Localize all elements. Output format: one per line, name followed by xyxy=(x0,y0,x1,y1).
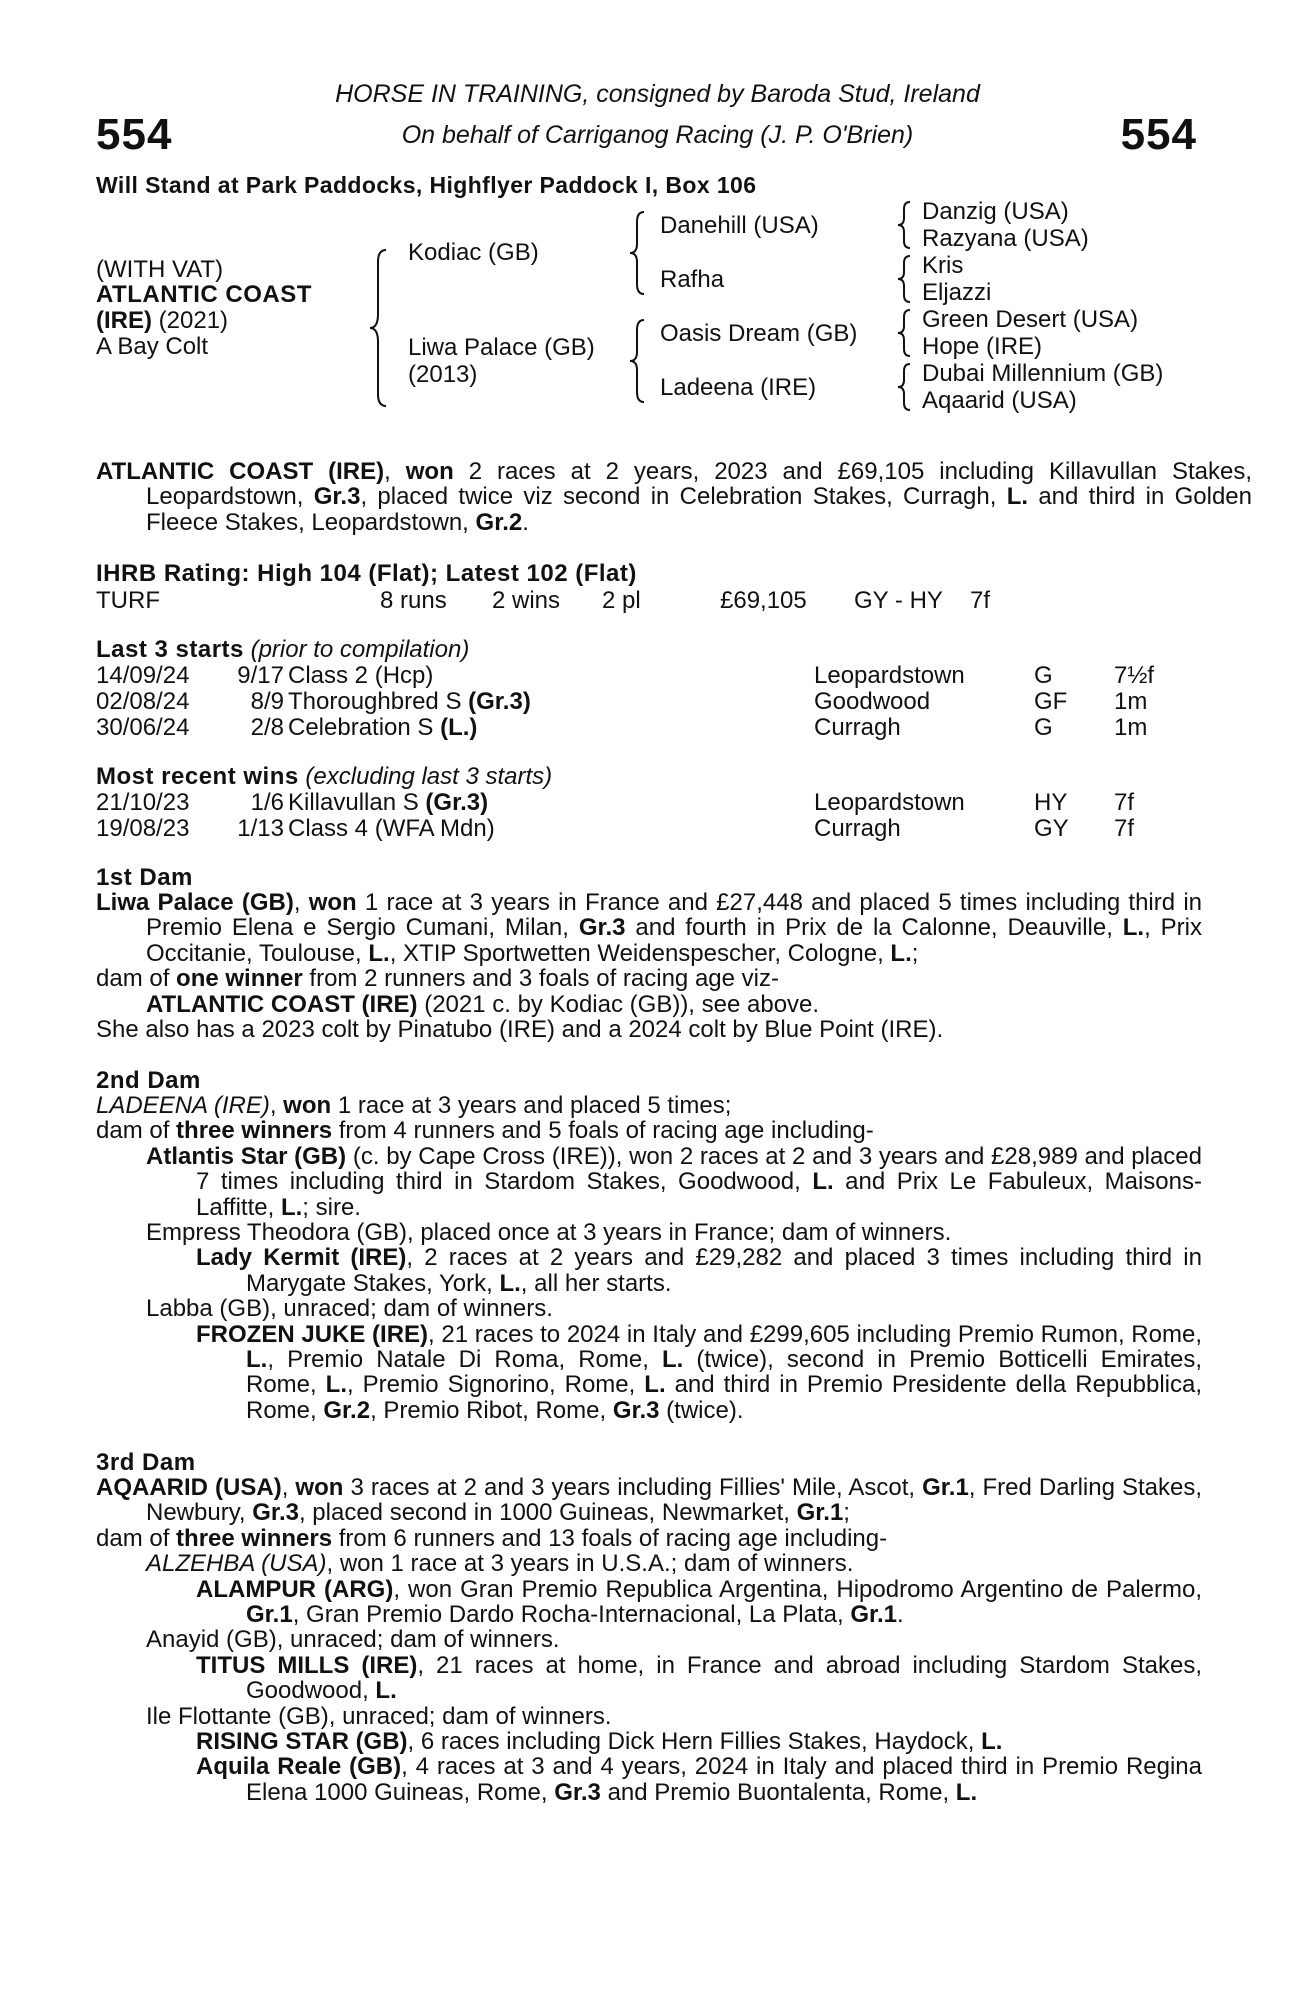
produce-text: . xyxy=(897,1601,904,1629)
pedigree-dam-sire: Oasis Dream (GB) xyxy=(660,320,858,347)
dam-name: LADEENA (IRE) xyxy=(96,1092,270,1119)
turf-record xyxy=(96,587,1202,613)
last3-heading xyxy=(96,636,469,664)
produce-name: Aquila Reale (GB) xyxy=(196,1753,402,1781)
produce-name: Lady Kermit (IRE) xyxy=(196,1244,407,1272)
consignor-line: HORSE IN TRAINING, consigned by Baroda Stud, Ireland xyxy=(335,80,980,108)
agent-line: On behalf of Carriganog Racing (J. P. O'Brien) xyxy=(401,121,914,149)
produce-text: and third in Premio Presidente della Repubblica, Rome, xyxy=(246,1371,1202,1424)
grade-mark: L. xyxy=(375,1677,397,1705)
record-text: , Fred Darling Stakes, Newbury, xyxy=(146,1474,1203,1527)
winner-count: three winners xyxy=(176,1524,333,1552)
row-race xyxy=(288,662,433,690)
grade-mark: L. xyxy=(812,1168,834,1196)
row-going: G xyxy=(1034,662,1053,689)
grade-mark: L. xyxy=(368,939,390,967)
produce-text: , 4 races at 3 and 4 years, 2024 in Italy and placed third in Premio Regina Elena 1000 Guineas, Rome, xyxy=(246,1753,1202,1806)
row-course: Curragh xyxy=(814,815,901,842)
row-race-name: Killavullan S xyxy=(288,789,426,816)
record-text: 1 race at 3 years in France and £27,448 and placed 5 times including third in Premio Elena e Sergio Cumani, Milan, xyxy=(146,889,1202,942)
dam-name: AQAARID (USA) xyxy=(96,1474,282,1501)
third-dam-produce-summary xyxy=(96,1526,1202,1551)
pedigree-g2: Razyana (USA) xyxy=(922,225,1089,252)
first-dam-section xyxy=(96,890,1202,1042)
produce-entry-alzehba xyxy=(146,1551,1202,1576)
row-position: 1/13 xyxy=(237,815,284,842)
last3-title: Last 3 starts xyxy=(96,636,244,663)
produce-entry-rising-star xyxy=(196,1729,1202,1754)
second-dam-title: 2nd Dam xyxy=(96,1067,201,1094)
record-text: 1 race at 3 years and placed 5 times; xyxy=(331,1092,732,1119)
second-dam-race-record: LADEENA (IRE), won 1 race at 3 years and placed 5 times; xyxy=(96,1092,732,1119)
row-going: G xyxy=(1034,714,1053,741)
produce-entry-aquila-reale xyxy=(196,1754,1202,1805)
row-distance: 1m xyxy=(1114,688,1148,715)
grade-mark: L. xyxy=(246,1346,268,1374)
record-text: ; xyxy=(911,939,919,967)
produce-entry-ile-flottante: Ile Flottante (GB), unraced; dam of winners. xyxy=(146,1702,612,1730)
record-text: , Prix Occitanie, Toulouse, xyxy=(146,914,1202,967)
produce-name: FROZEN JUKE (IRE) xyxy=(196,1320,429,1348)
record-text: ; xyxy=(843,1499,850,1527)
row-date: 14/09/24 xyxy=(96,662,190,689)
winner-count: one winner xyxy=(176,965,303,993)
table-row xyxy=(96,815,1202,841)
record-text: and fourth in Prix de la Calonne, Deauville, xyxy=(625,914,1123,942)
grade-mark: L. xyxy=(955,1778,978,1806)
summary-text: 2 races at 2 years, 2023 and £69,105 including Killavullan Stakes, Leopardstown, xyxy=(146,458,1252,511)
produce-text: , Premio Ribot, Rome, xyxy=(370,1396,613,1424)
turf-earnings: £69,105 xyxy=(720,587,807,614)
pedigree-dam-dam: Ladeena (IRE) xyxy=(660,374,817,401)
pedigree-brace-6 xyxy=(896,308,914,358)
row-going: GF xyxy=(1034,688,1068,715)
produce-text: (2021 c. by Kodiac (GB)), see above. xyxy=(417,990,820,1018)
row-course: Curragh xyxy=(814,714,901,741)
stand-location: Will Stand at Park Paddocks, Highflyer Paddock I, Box 106 xyxy=(96,172,757,198)
row-distance: 1m xyxy=(1114,714,1148,741)
summary-text: dam of xyxy=(96,1117,177,1145)
grade-mark: Gr.3 xyxy=(554,1778,601,1806)
first-dam-title: 1st Dam xyxy=(96,864,193,891)
pedigree-g7: Dubai Millennium (GB) xyxy=(922,360,1164,387)
horse-name: ATLANTIC COAST xyxy=(96,281,312,308)
turf-wins: 2 wins xyxy=(492,587,561,614)
horse-origin xyxy=(96,308,228,333)
grade-mark: Gr.2 xyxy=(323,1396,371,1424)
recent-wins-heading xyxy=(96,763,552,791)
first-dam-produce-summary xyxy=(96,966,1202,991)
grade-mark: L. xyxy=(661,1346,684,1374)
produce-text: (c. by Cape Cross (IRE)), won 2 races at 2 and 3 years and £28,989 and placed 7 times including third in Stardom Stakes, Goodwood, xyxy=(196,1142,1202,1196)
row-race: Class 4 (WFA Mdn) xyxy=(288,815,495,842)
record-text: , XTIP Sportwetten Weidenspescher, Cologne, xyxy=(389,939,891,967)
row-date: 19/08/23 xyxy=(96,815,190,842)
produce-text: , Premio Natale Di Roma, Rome, xyxy=(267,1346,662,1374)
produce-entry-anayid: Anayid (GB), unraced; dam of winners. xyxy=(146,1626,560,1654)
summary-text: dam of xyxy=(96,965,177,993)
pedigree-brace-1 xyxy=(368,248,392,408)
produce-entry-frozen-juke xyxy=(196,1322,1202,1424)
pedigree-brace-5 xyxy=(896,254,914,304)
won-label: won xyxy=(283,1092,332,1119)
grade-mark: L. xyxy=(325,1371,347,1399)
horse-country: (IRE) xyxy=(96,307,152,334)
grade-mark: L. xyxy=(1006,483,1029,511)
won-label: won xyxy=(308,889,357,916)
row-race xyxy=(288,714,477,742)
first-dam-race-record: Liwa Palace (GB), won 1 race at 3 years in France and £27,448 and placed 5 times including third in Premio Elena e Sergio Cumani, Milan, Gr.3 and fourth in Prix de la Calonne, Deauville, L., Prix Occitanie, Toulouse, L., XTIP Sportwetten Weidenspescher, Cologne, L.; xyxy=(96,889,1202,967)
pedigree-g5: Green Desert (USA) xyxy=(922,306,1139,333)
grade-mark: Gr.1 xyxy=(246,1601,293,1629)
row-grade: (L.) xyxy=(440,714,478,741)
row-position: 1/6 xyxy=(250,789,284,816)
row-going: GY xyxy=(1034,815,1069,842)
grade-mark: Gr.1 xyxy=(796,1499,844,1527)
produce-text: , all her starts. xyxy=(520,1269,672,1297)
produce-text: , 21 races to 2024 in Italy and £299,605 including Premio Rumon, Rome, xyxy=(428,1320,1202,1348)
pedigree-brace-7 xyxy=(896,362,914,412)
grade-mark: L. xyxy=(981,1728,1003,1756)
second-dam-section xyxy=(96,1093,1202,1423)
summary-text: from 6 runners and 13 foals of racing age including- xyxy=(332,1524,888,1552)
race-summary: ATLANTIC COAST (IRE), won 2 races at 2 years, 2023 and £69,105 including Killavullan Stakes, Leopardstown, Gr.3, placed twice viz second in Celebration Stakes, Curragh, L. and third in Golden Fleece Stakes, Leopardstown, Gr.2. xyxy=(96,458,1252,536)
produce-entry-labba: Labba (GB), unraced; dam of winners. xyxy=(146,1295,553,1323)
summary-text: , placed twice viz second in Celebration Stakes, Curragh, xyxy=(360,483,1007,511)
pedigree-g1: Danzig (USA) xyxy=(922,198,1069,225)
produce-text: , 21 races at home, in France and abroad including Stardom Stakes, Goodwood, xyxy=(246,1651,1202,1705)
grade-mark: Gr.3 xyxy=(252,1499,299,1527)
produce-entry-lady-kermit xyxy=(196,1245,1202,1296)
horse-description: A Bay Colt xyxy=(96,333,209,360)
turf-going: GY - HY xyxy=(854,587,943,614)
grade-mark: Gr.1 xyxy=(922,1474,969,1501)
pedigree-brace-3 xyxy=(628,318,648,404)
rating-title: IHRB Rating: High 104 (Flat); Latest 102 (Flat) xyxy=(96,560,637,587)
row-date: 02/08/24 xyxy=(96,688,190,715)
third-dam-race-record: AQAARID (USA), won 3 races at 2 and 3 years including Fillies' Mile, Ascot, Gr.1, Fred Darling Stakes, Newbury, Gr.3, placed second in 1000 Guineas, Newmarket, Gr.1; xyxy=(96,1474,1203,1527)
record-text: 3 races at 2 and 3 years including Fillies' Mile, Ascot, xyxy=(343,1474,923,1501)
turf-runs: 8 runs xyxy=(380,587,447,614)
dam-name: Liwa Palace (GB) xyxy=(96,889,294,916)
lot-number-left: 554 xyxy=(96,110,173,159)
won-label: won xyxy=(295,1474,344,1501)
turf-distance: 7f xyxy=(970,587,991,614)
summary-won: won xyxy=(405,458,454,485)
record-text: , placed second in 1000 Guineas, Newmarket, xyxy=(298,1499,797,1527)
row-position: 8/9 xyxy=(250,688,284,715)
row-grade: (Gr.3) xyxy=(468,688,531,715)
recent-wins-note: (excluding last 3 starts) xyxy=(305,763,553,790)
pedigree-sire-sire: Danehill (USA) xyxy=(660,212,819,239)
second-dam-produce-summary xyxy=(96,1118,1202,1143)
grade-mark: L. xyxy=(499,1269,521,1297)
grade-mark: Gr.3 xyxy=(578,914,626,942)
turf-label: TURF xyxy=(96,587,160,614)
lot-number-right: 554 xyxy=(1120,110,1197,159)
row-course: Goodwood xyxy=(814,688,931,715)
turf-placed: 2 pl xyxy=(602,587,641,614)
row-distance: 7f xyxy=(1114,789,1135,816)
produce-name: ATLANTIC COAST (IRE) xyxy=(146,990,418,1018)
table-row xyxy=(96,714,1202,740)
row-distance: 7f xyxy=(1114,815,1135,842)
winner-count: three winners xyxy=(176,1117,333,1145)
summary-text: and third in Golden Fleece Stakes, Leopardstown, xyxy=(146,483,1252,536)
summary-text: from 2 runners and 3 foals of racing age viz- xyxy=(302,965,779,993)
vat-label: (WITH VAT) xyxy=(96,256,224,283)
produce-text: , won 1 race at 3 years in U.S.A.; dam of winners. xyxy=(326,1550,854,1578)
pedigree-sire: Kodiac (GB) xyxy=(408,239,539,266)
pedigree-dam-year: (2013) xyxy=(408,361,478,388)
first-dam-other-produce: She also has a 2023 colt by Pinatubo (IRE) and a 2024 colt by Blue Point (IRE). xyxy=(96,1016,944,1044)
row-distance: 7½f xyxy=(1114,662,1155,689)
row-race-name: Celebration S xyxy=(288,714,441,741)
pedigree-g3: Kris xyxy=(922,252,964,279)
pedigree-dam: Liwa Palace (GB) xyxy=(408,334,595,361)
row-date: 21/10/23 xyxy=(96,789,190,816)
produce-text: ; sire. xyxy=(302,1193,361,1221)
produce-text: and Prix Le Fabuleux, Maisons-Laffitte, xyxy=(196,1168,1202,1221)
produce-text: , 6 races including Dick Hern Fillies Stakes, Haydock, xyxy=(407,1728,982,1756)
summary-horse-name: ATLANTIC COAST (IRE) xyxy=(96,458,385,485)
table-row xyxy=(96,688,1202,714)
grade-mark: Gr.3 xyxy=(612,1396,660,1424)
grade-mark: L. xyxy=(280,1193,303,1221)
pedigree-g6: Hope (IRE) xyxy=(922,333,1043,360)
produce-text: (twice). xyxy=(659,1396,744,1424)
produce-entry-titus-mills xyxy=(196,1653,1202,1704)
produce-text: , won Gran Premio Republica Argentina, Hipodromo Argentino de Palermo, xyxy=(393,1575,1202,1603)
row-race xyxy=(288,789,488,817)
produce-entry-empress-theodora: Empress Theodora (GB), placed once at 3 years in France; dam of winners. xyxy=(146,1219,952,1247)
third-dam-title: 3rd Dam xyxy=(96,1449,196,1476)
third-dam-section xyxy=(96,1475,1202,1805)
produce-text: and Premio Buontalenta, Rome, xyxy=(600,1778,956,1806)
summary-text: dam of xyxy=(96,1524,177,1552)
pedigree-sire-dam: Rafha xyxy=(660,266,725,293)
produce-entry-atlantis-star xyxy=(146,1144,1202,1220)
pedigree-brace-4 xyxy=(896,200,914,250)
produce-text: , Premio Signorino, Rome, xyxy=(346,1371,645,1399)
produce-name: ALZEHBA (USA) xyxy=(146,1550,327,1578)
grade-mark: L. xyxy=(644,1371,666,1399)
row-race-name: Thoroughbred S xyxy=(288,688,469,715)
horse-year: (2021) xyxy=(158,307,229,334)
produce-name: TITUS MILLS (IRE) xyxy=(196,1651,418,1679)
produce-text: (twice), second in Premio Botticelli Emirates, Rome, xyxy=(246,1346,1203,1399)
last3-note: (prior to compilation) xyxy=(250,636,470,663)
row-race-name: Class 2 (Hcp) xyxy=(288,662,434,689)
row-date: 30/06/24 xyxy=(96,714,190,741)
row-position: 2/8 xyxy=(250,714,284,741)
summary-text: from 4 runners and 5 foals of racing age including- xyxy=(332,1117,874,1145)
pedigree-g4: Eljazzi xyxy=(922,279,992,306)
row-course: Leopardstown xyxy=(814,789,965,816)
table-row xyxy=(96,662,1202,688)
produce-text: , 2 races at 2 years and £29,282 and placed 3 times including third in Marygate Stakes, York, xyxy=(246,1244,1202,1297)
row-grade: (Gr.3) xyxy=(425,789,489,816)
recent-wins-title: Most recent wins xyxy=(96,763,299,790)
grade-mark: Gr.1 xyxy=(850,1601,898,1629)
summary-text: . xyxy=(522,508,529,536)
pedigree-g8: Aqaarid (USA) xyxy=(922,387,1077,414)
row-going: HY xyxy=(1034,789,1068,816)
grade-mark: L. xyxy=(1122,914,1145,942)
row-course: Leopardstown xyxy=(814,662,965,689)
produce-name: Atlantis Star (GB) xyxy=(146,1142,347,1170)
produce-entry-alampur xyxy=(196,1577,1202,1628)
row-position: 9/17 xyxy=(237,662,284,689)
grade-mark: L. xyxy=(890,939,912,967)
row-race xyxy=(288,688,531,716)
grade-mark: Gr.3 xyxy=(313,483,361,511)
pedigree-brace-2 xyxy=(628,210,648,296)
produce-text: , Gran Premio Dardo Rocha-Internacional, La Plata, xyxy=(292,1601,851,1629)
table-row xyxy=(96,789,1202,815)
first-dam-produce-entry xyxy=(146,992,1202,1017)
produce-name: ALAMPUR (ARG) xyxy=(196,1575,394,1603)
grade-mark: Gr.2 xyxy=(475,508,523,536)
produce-name: RISING STAR (GB) xyxy=(196,1728,408,1756)
